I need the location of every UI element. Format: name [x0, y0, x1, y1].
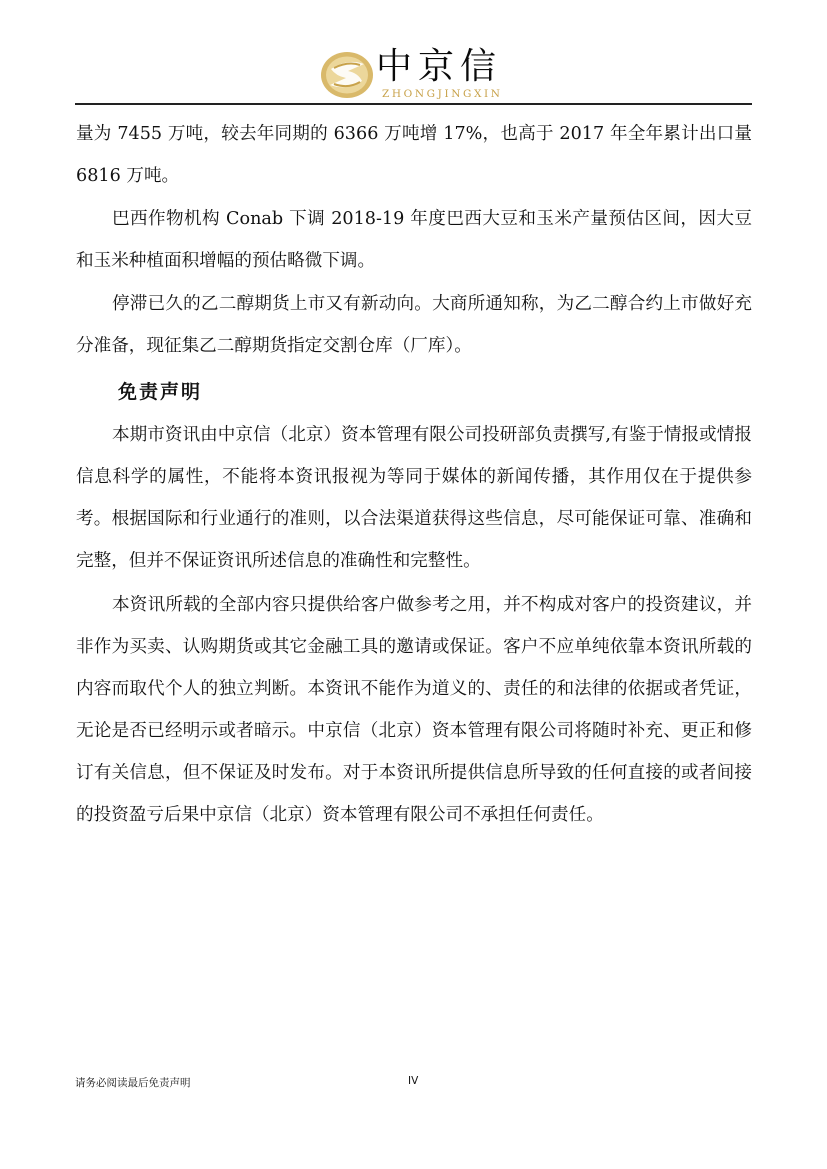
company-logo-icon	[318, 49, 376, 101]
page-number: IV	[408, 1075, 419, 1087]
paragraph-export-volume: 量为 7455 万吨，较去年同期的 6366 万吨增 17%，也高于 2017 年全年累计出口量 6816 万吨。	[76, 124, 752, 186]
disclaimer-paragraph-2: 本资讯所载的全部内容只提供给客户做参考之用，并不构成对客户的投资建议，并非作为买卖、认购期货或其它金融工具的邀请或保证。客户不应单纯依靠本资讯所载的内容而取代个人的独立判断。本资讯不能作为道义的、责任的和法律的依据或者凭证，无论是否已经明示或者暗示。中京信（北京）资本管理有限公司将随时补充、更正和修订有关信息，但不保证及时发布。对于本资讯所提供信息所导致的任何直接的或者间接的投资盈亏后果中京信（北京）资本管理有限公司不承担任何责任。	[76, 595, 752, 825]
page-header	[0, 0, 827, 106]
paragraph-conab-forecast: 巴西作物机构 Conab 下调 2018-19 年度巴西大豆和玉米产量预估区间，因大豆和玉米种植面积增幅的预估略微下调。	[76, 209, 752, 271]
paragraph-ethylene-glycol: 停滞已久的乙二醇期货上市又有新动向。大商所通知称，为乙二醇合约上市做好充分准备，现征集乙二醇期货指定交割仓库（厂库）。	[76, 294, 752, 356]
brand-pinyin: ZHONGJINGXIN	[382, 88, 503, 100]
footer-disclaimer-note: 请务必阅读最后免责声明	[75, 1077, 191, 1089]
header-divider	[75, 103, 752, 105]
brand-name: 中京信	[376, 46, 503, 87]
disclaimer-heading: 免责声明	[118, 381, 203, 403]
disclaimer-paragraph-1: 本期市资讯由中京信（北京）资本管理有限公司投研部负责撰写,有鉴于情报或情报信息科学的属性，不能将本资讯报视为等同于媒体的新闻传播，其作用仅在于提供参考。根据国际和行业通行的准则，以合法渠道获得这些信息，尽可能保证可靠、准确和完整，但并不保证资讯所述信息的准确性和完整性。	[76, 425, 752, 571]
